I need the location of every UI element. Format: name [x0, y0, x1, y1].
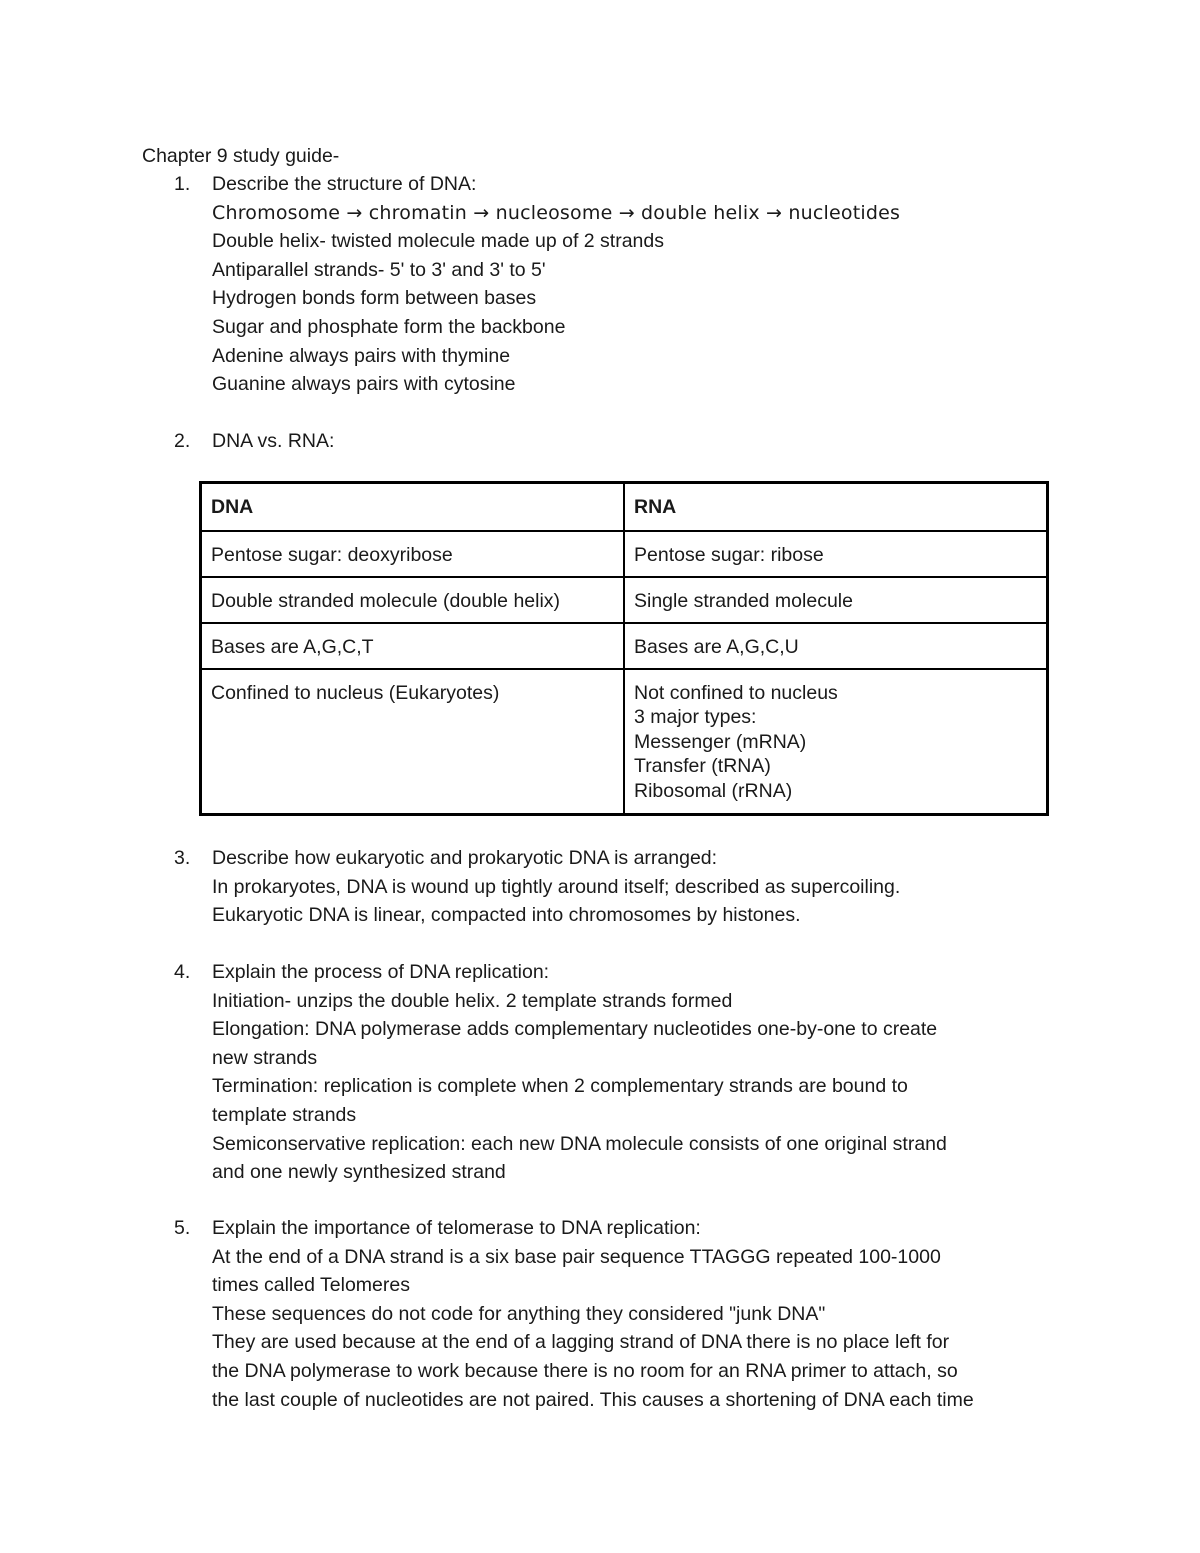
table-row [201, 669, 1048, 815]
section-line: new strands [212, 1046, 318, 1069]
table-cell: Single stranded molecule [624, 577, 1048, 623]
table-cell: Pentose sugar: ribose [624, 531, 1048, 577]
document-title: Chapter 9 study guide- [142, 145, 340, 167]
section-line: Guanine always pairs with cytosine [212, 373, 516, 396]
table-row [201, 577, 1048, 623]
section-line: the last couple of nucleotides are not paired. This causes a shortening of DNA each time [212, 1388, 974, 1411]
section-heading: Explain the importance of telomerase to DNA replication: [212, 1217, 701, 1239]
section-line: Initiation- unzips the double helix. 2 template strands formed [212, 989, 733, 1012]
section-heading: Explain the process of DNA replication: [212, 961, 550, 983]
table-cell: Bases are A,G,C,U [624, 623, 1048, 669]
table-cell: Confined to nucleus (Eukaryotes) [201, 669, 625, 815]
section-line: Double helix- twisted molecule made up of 2 strands [212, 230, 664, 253]
section-line: Adenine always pairs with thymine [212, 344, 511, 367]
section-heading: Describe the structure of DNA: [212, 173, 477, 195]
section-line: Sugar and phosphate form the backbone [212, 315, 566, 338]
section-number: 1. [174, 173, 191, 195]
dna-vs-rna-table [199, 481, 1049, 816]
table-header-row [201, 483, 1048, 531]
section-line: They are used because at the end of a lagging strand of DNA there is no place left for [212, 1331, 950, 1354]
cell-line: 3 major types: [634, 706, 757, 728]
section-line: Elongation: DNA polymerase adds complementary nucleotides one-by-one to create [212, 1018, 938, 1041]
section-line: These sequences do not code for anything they considered "junk DNA" [212, 1302, 826, 1325]
structure-hierarchy-line: Chromosome → chromatin → nucleosome → double helix → nucleotides [212, 201, 901, 224]
section-line: Hydrogen bonds form between bases [212, 287, 537, 310]
section-line: Eukaryotic DNA is linear, compacted into chromosomes by histones. [212, 904, 801, 927]
cell-line: Ribosomal (rRNA) [634, 779, 793, 802]
table-header-cell: DNA [201, 483, 625, 531]
section-line: template strands [212, 1103, 357, 1126]
section-number: 3. [174, 847, 191, 869]
section-2 [142, 427, 1062, 456]
table-header-cell: RNA [624, 483, 1048, 531]
cell-line: Transfer (tRNA) [634, 755, 771, 777]
section-line: At the end of a DNA strand is a six base pair sequence TTAGGG repeated 100-1000 [212, 1245, 941, 1268]
section-line: times called Telomeres [212, 1274, 410, 1297]
section-4 [142, 958, 1062, 1187]
section-line: Antiparallel strands- 5' to 3' and 3' to 5' [212, 258, 546, 281]
table-row [201, 531, 1048, 577]
section-5 [142, 1214, 1062, 1414]
table-cell-rna-location [624, 669, 1048, 815]
section-3 [142, 844, 1062, 930]
section-line: the DNA polymerase to work because there is no room for an RNA primer to attach, so [212, 1359, 958, 1382]
section-line: In prokaryotes, DNA is wound up tightly around itself; described as supercoiling. [212, 875, 901, 898]
table-cell: Double stranded molecule (double helix) [201, 577, 625, 623]
cell-line: Messenger (mRNA) [634, 730, 807, 753]
table-row [201, 623, 1048, 669]
section-line: Semiconservative replication: each new DNA molecule consists of one original strand [212, 1132, 947, 1155]
section-number: 2. [174, 430, 191, 452]
section-number: 5. [174, 1217, 191, 1239]
section-heading: DNA vs. RNA: [212, 430, 335, 452]
section-number: 4. [174, 961, 191, 983]
cell-line: Not confined to nucleus [634, 681, 838, 704]
section-line: Termination: replication is complete when 2 complementary strands are bound to [212, 1075, 908, 1098]
section-heading: Describe how eukaryotic and prokaryotic DNA is arranged: [212, 847, 718, 869]
section-1 [142, 170, 1062, 399]
table-cell: Bases are A,G,C,T [201, 623, 625, 669]
table-cell: Pentose sugar: deoxyribose [201, 531, 625, 577]
section-line: and one newly synthesized strand [212, 1161, 506, 1184]
